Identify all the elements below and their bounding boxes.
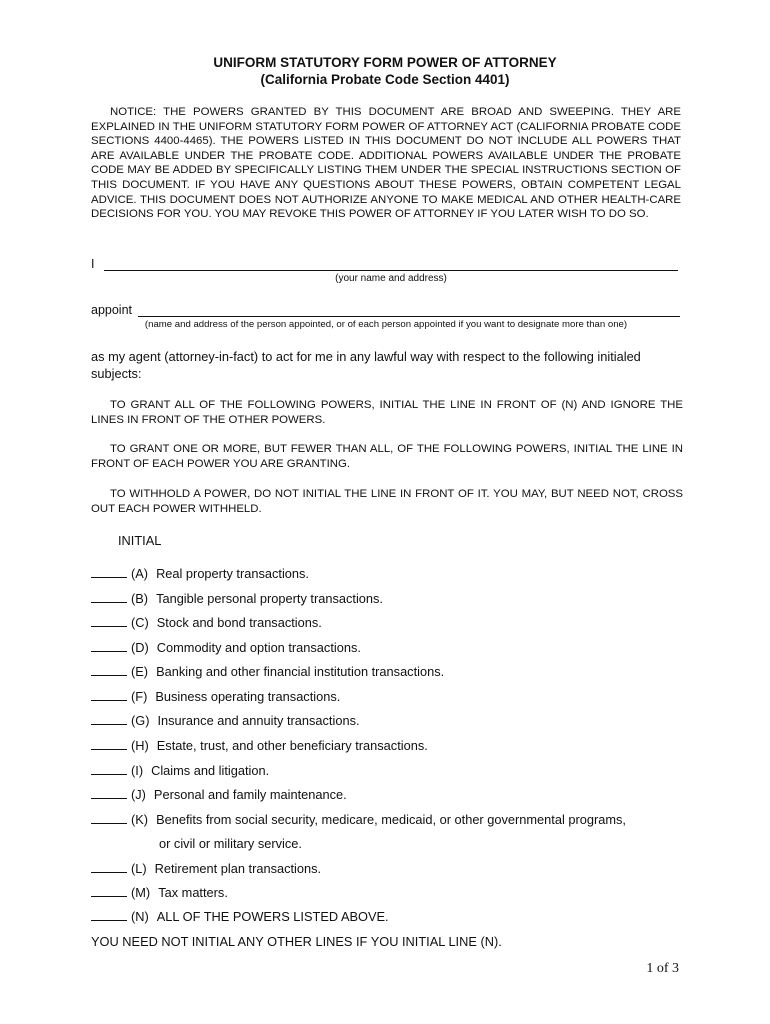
initial-blank-j[interactable] [91,787,127,799]
notice-paragraph: NOTICE: THE POWERS GRANTED BY THIS DOCUMENT ARE BROAD AND SWEEPING. THEY ARE EXPLAINED IN THE UNIFORM STATUTORY FORM POWER OF ATTORNEY ACT (CALIFORNIA PROBATE CODE SECTIONS 4400-4465). THE POWERS LISTED IN THIS DOCUMENT DO NOT INCLUDE ALL POWERS THAT ARE AVAILABLE UNDER THE PROBATE CODE. ADDITIONAL POWERS AVAILABLE UNDER THE PROBATE CODE MAY BE ADDED BY SPECIFICALLY LISTING THEM UNDER THE SPECIAL INSTRUCTIONS SECTION OF THIS DOCUMENT. IF YOU HAVE ANY QUESTIONS ABOUT THESE POWERS, OBTAIN COMPETENT LEGAL ADVICE. THIS DOCUMENT DOES NOT AUTHORIZE ANYONE TO MAKE MEDICAL AND OTHER HEALTH-CARE DECISIONS FOR YOU. YOU MAY REVOKE THIS POWER OF ATTORNEY IF YOU LATER WISH TO DO SO. [91,106,681,221]
power-item-n [91,909,389,924]
power-letter: (M) [131,885,151,900]
principal-name-field[interactable] [104,270,678,271]
power-text: Estate, trust, and other beneficiary transactions. [156,738,428,753]
power-text: Business operating transactions. [155,689,341,704]
power-letter: (I) [131,763,144,778]
power-item-k [91,812,626,827]
instruction-grant-some: TO GRANT ONE OR MORE, BUT FEWER THAN ALL, OF THE FOLLOWING POWERS, INITIAL THE LINE IN FRONT OF EACH POWER YOU ARE GRANTING. [91,443,683,470]
power-letter: (A) [131,566,149,581]
power-text: Retirement plan transactions. [154,861,322,876]
power-text: Real property transactions. [156,566,309,581]
instruction-withhold: TO WITHHOLD A POWER, DO NOT INITIAL THE LINE IN FRONT OF IT. YOU MAY, BUT NEED NOT, CROSS OUT EACH POWER WITHHELD. [91,488,683,515]
initial-blank-d[interactable] [91,640,127,652]
power-item-b [91,591,383,606]
power-letter: (N) [131,909,149,924]
agent-caption: (name and address of the person appointed, or of each person appointed if you want to designate more than one) [144,319,628,330]
power-item-g [91,713,360,728]
power-text: Benefits from social security, medicare, medicaid, or other governmental programs, [156,812,626,827]
initial-blank-e[interactable] [91,664,127,676]
power-letter: (H) [131,738,149,753]
power-text: ALL OF THE POWERS LISTED ABOVE. [156,909,389,924]
agent-prefix: appoint [91,303,133,317]
initial-blank-a[interactable] [91,566,127,578]
power-letter: (E) [131,664,149,679]
document-title: UNIFORM STATUTORY FORM POWER OF ATTORNEY [213,55,557,70]
principal-prefix: I [91,257,95,271]
initial-blank-f[interactable] [91,689,127,701]
power-letter: (K) [131,812,149,827]
initial-blank-n[interactable] [91,909,127,921]
power-letter: (D) [131,640,149,655]
power-letter: (F) [131,689,148,704]
power-text: Tax matters. [158,885,228,900]
power-item-e [91,664,444,679]
initial-blank-b[interactable] [91,591,127,603]
initial-header: INITIAL [118,533,162,548]
instruction-grant-all: TO GRANT ALL OF THE FOLLOWING POWERS, INITIAL THE LINE IN FRONT OF (N) AND IGNORE THE LINES IN FRONT OF THE OTHER POWERS. [91,399,683,426]
principal-caption: (your name and address) [335,273,447,284]
initial-blank-k[interactable] [91,812,127,824]
power-item-d [91,640,361,655]
initial-blank-m[interactable] [91,885,127,897]
initial-blank-i[interactable] [91,763,127,775]
power-text: Claims and litigation. [151,763,270,778]
power-text: Tangible personal property transactions. [156,591,383,606]
power-text: Stock and bond transactions. [156,615,322,630]
initial-blank-h[interactable] [91,738,127,750]
power-text: Commodity and option transactions. [156,640,361,655]
document-subtitle: (California Probate Code Section 4401) [260,72,510,87]
power-letter: (B) [131,591,149,606]
power-letter: (J) [131,787,146,802]
initial-blank-g[interactable] [91,713,127,725]
power-item-m [91,885,228,900]
agent-clause: as my agent (attorney-in-fact) to act for me in any lawful way with respect to the following initialed subjects: [91,349,641,381]
initial-blank-l[interactable] [91,861,127,873]
power-k-continuation: or civil or military service. [159,836,302,851]
power-item-c [91,615,322,630]
power-letter: (G) [131,713,150,728]
final-note: YOU NEED NOT INITIAL ANY OTHER LINES IF YOU INITIAL LINE (N). [91,934,502,949]
power-text: Banking and other financial institution transactions. [156,664,445,679]
power-item-h [91,738,428,753]
power-letter: (C) [131,615,149,630]
page-number: 1 of 3 [646,961,679,976]
agent-name-field[interactable] [138,316,680,317]
power-item-a [91,566,309,581]
power-item-l [91,861,321,876]
power-text: Insurance and annuity transactions. [157,713,360,728]
initial-blank-c[interactable] [91,615,127,627]
power-item-i [91,763,269,778]
power-letter: (L) [131,861,147,876]
power-item-j [91,787,347,802]
power-text: Personal and family maintenance. [153,787,347,802]
power-item-f [91,689,340,704]
